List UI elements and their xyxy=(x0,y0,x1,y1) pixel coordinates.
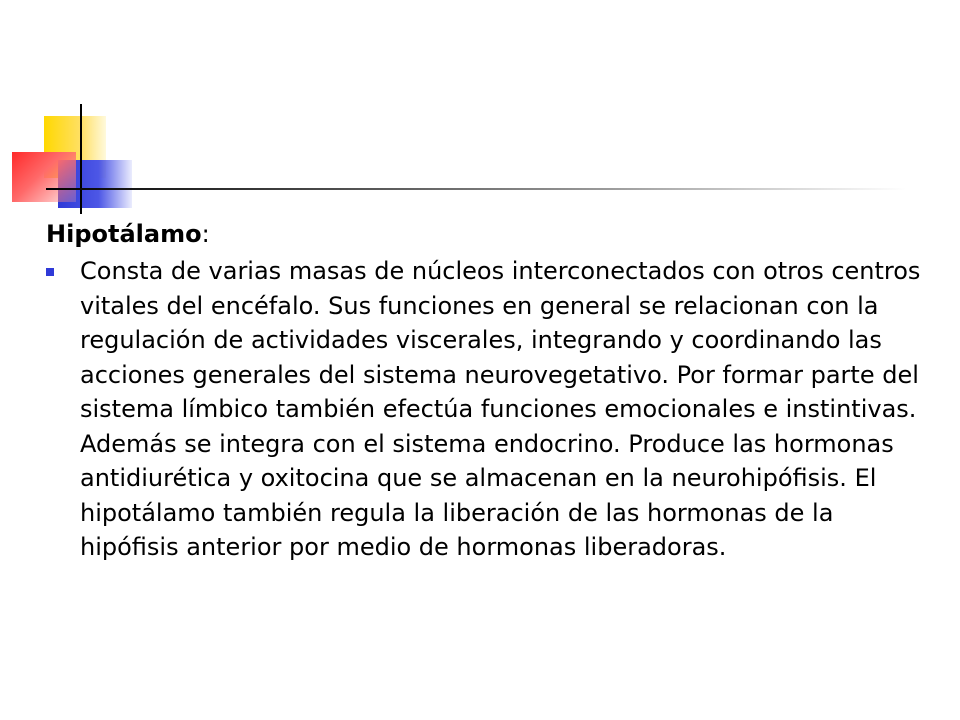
vertical-rule xyxy=(80,104,82,214)
heading-title: Hipotálamo xyxy=(46,220,202,248)
title-rule xyxy=(46,188,906,190)
slide-heading xyxy=(46,218,210,250)
heading-suffix: : xyxy=(201,220,210,248)
bullet-list xyxy=(46,254,926,565)
corner-decoration xyxy=(0,0,960,230)
bullet-item xyxy=(46,254,926,565)
red-square-decoration xyxy=(12,152,76,202)
bullet-text: Consta de varias masas de núcleos interconectados con otros centros vitales del encéfalo. Sus funciones en general se relacionan con la regulación de actividades viscerales, integrando y coordinando las acciones generales del sistema neurovegetativo. Por formar parte del sistema límbico también efectúa funciones emocionales e instintivas. Además se integra con el sistema endocrino. Produce las hormonas antidiurética y oxitocina que se almacenan en la neurohipófisis. El hipotálamo también regula la liberación de las hormonas de la hipófisis anterior por medio de hormonas liberadoras. xyxy=(80,257,921,561)
square-bullet-icon xyxy=(46,268,54,276)
